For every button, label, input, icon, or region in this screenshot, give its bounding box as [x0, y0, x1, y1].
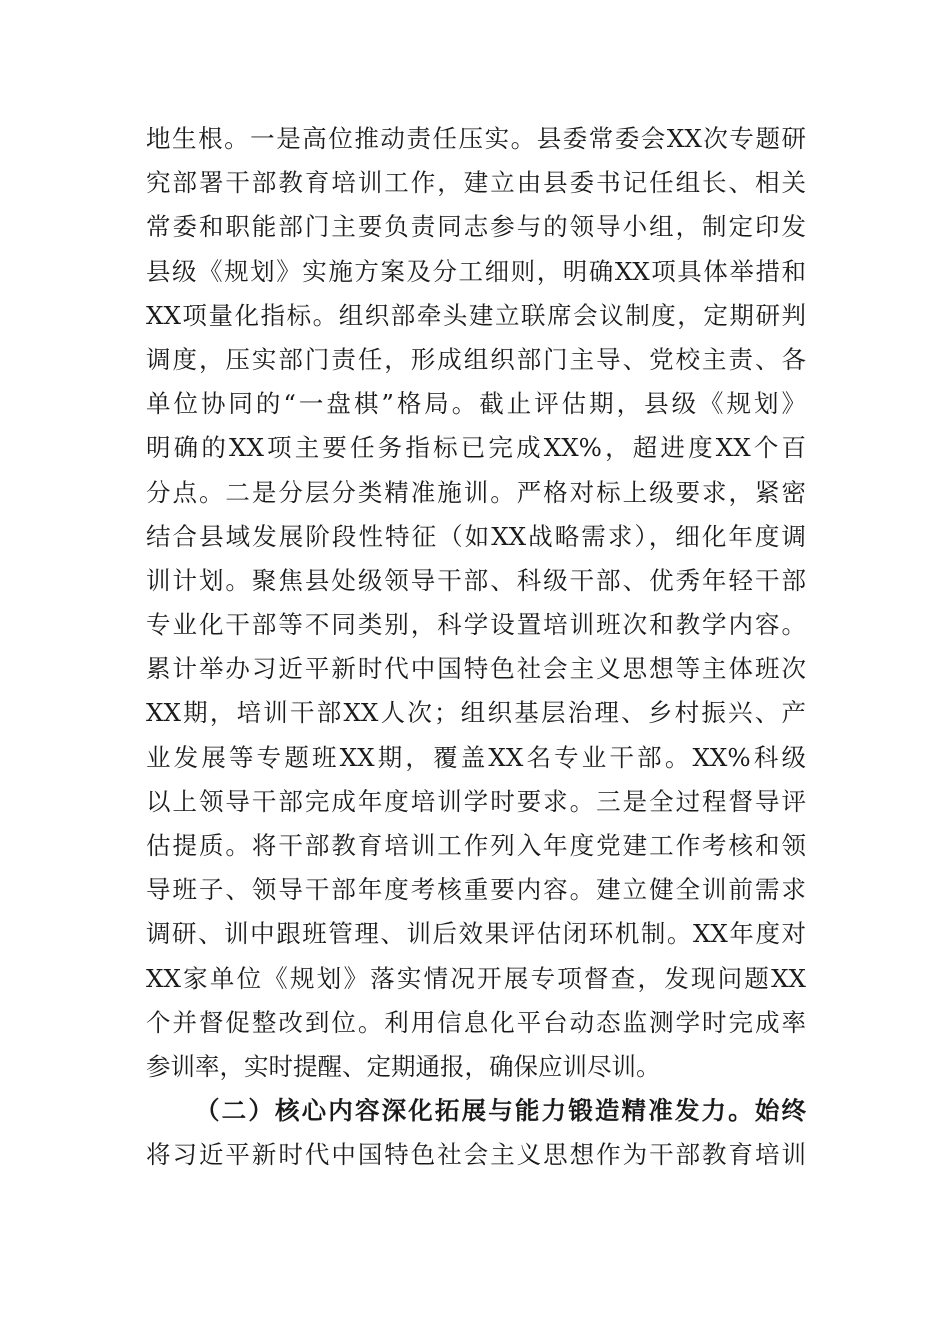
paragraph-line: 个并督促整改到位。利用信息化平台动态监测学时完成率 — [146, 1007, 806, 1037]
paragraph-line: 导班子、领导干部年度考核重要内容。建立健全训前需求 — [146, 875, 806, 905]
paragraph-line: 业发展等专题班XX期，覆盖XX名专业干部。XX%科级 — [146, 742, 806, 772]
paragraph-line: 训计划。聚焦县处级领导干部、科级干部、优秀年轻干部 — [146, 565, 806, 595]
paragraph-line: 分点。二是分层分类精准施训。严格对标上级要求，紧密 — [146, 477, 806, 507]
paragraph-line: 估提质。将干部教育培训工作列入年度党建工作考核和领 — [146, 831, 806, 860]
paragraph-line: 究部署干部教育培训工作，建立由县委书记任组长、相关 — [146, 168, 806, 198]
paragraph-line: XX项量化指标。组织部牵头建立联席会议制度，定期研判 — [146, 300, 806, 330]
section-heading: （二）核心内容深化拓展与能力锻造精准发力。始终 — [195, 1096, 806, 1126]
paragraph-line: 参训率，实时提醒、定期通报，确保应训尽训。 — [146, 1051, 661, 1081]
paragraph-line: 结合县域发展阶段性特征（如XX战略需求），细化年度调 — [146, 521, 806, 551]
paragraph-line: 以上领导干部完成年度培训学时要求。三是全过程督导评 — [146, 786, 806, 816]
paragraph-line: 调度，压实部门责任，形成组织部门主导、党校主责、各 — [146, 344, 806, 374]
paragraph-line: 明确的XX项主要任务指标已完成XX%，超进度XX个百 — [146, 433, 806, 463]
paragraph-line: 单位协同的“一盘棋”格局。截止评估期，县级《规划》 — [146, 389, 806, 419]
paragraph-line: XX期，培训干部XX人次；组织基层治理、乡村振兴、产 — [146, 698, 806, 728]
document-body — [146, 117, 806, 1178]
paragraph-line: 调研、训中跟班管理、训后效果评估闭环机制。XX年度对 — [146, 919, 806, 949]
paragraph-line: 将习近平新时代中国特色社会主义思想作为干部教育培训 — [146, 1140, 806, 1170]
paragraph-line: 累计举办习近平新时代中国特色社会主义思想等主体班次 — [146, 654, 806, 684]
paragraph-line: XX家单位《规划》落实情况开展专项督查，发现问题XX — [146, 963, 806, 993]
paragraph-line: 地生根。一是高位推动责任压实。县委常委会XX次专题研 — [146, 124, 806, 153]
paragraph-line: 县级《规划》实施方案及分工细则，明确XX项具体举措和 — [146, 256, 806, 286]
paragraph-line: 常委和职能部门主要负责同志参与的领导小组，制定印发 — [146, 212, 806, 242]
paragraph-line: 专业化干部等不同类别，科学设置培训班次和教学内容。 — [146, 610, 806, 640]
